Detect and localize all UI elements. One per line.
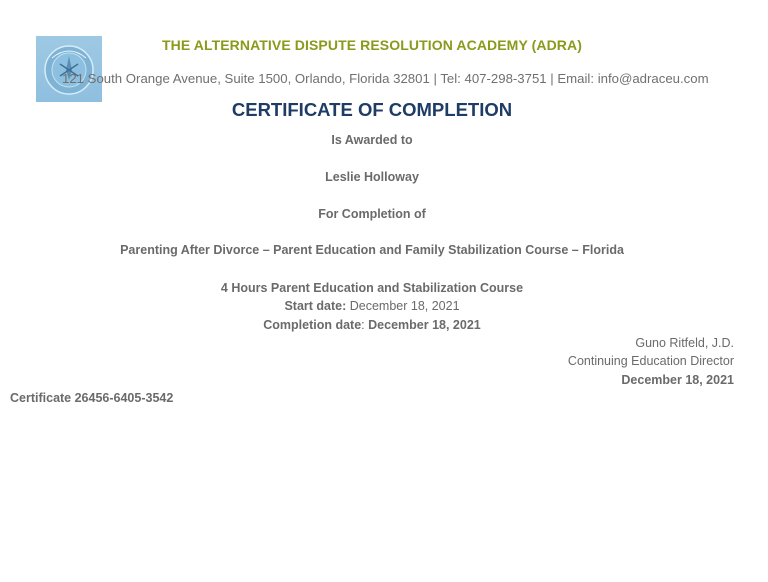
- course-name: Parenting After Divorce – Parent Education and Family Stabilization Course – Florida: [120, 243, 624, 257]
- contact-line: 121 South Orange Avenue, Suite 1500, Orlando, Florida 32801 | Tel: 407-298-3751 | Email: info@adraceu.com: [62, 71, 709, 86]
- start-date-line: [0, 299, 744, 313]
- completion-label: For Completion of: [318, 207, 426, 221]
- signatory-title: Continuing Education Director: [567, 354, 734, 368]
- signatory-name: Guno Ritfeld, J.D.: [635, 336, 734, 350]
- start-date-value: December 18, 2021: [349, 299, 460, 313]
- completion-date-separator: :: [361, 318, 365, 332]
- academy-name: THE ALTERNATIVE DISPUTE RESOLUTION ACADEMY (ADRA): [162, 37, 582, 53]
- signatory-date: December 18, 2021: [621, 373, 734, 387]
- completion-date-label: Completion date: [263, 318, 362, 332]
- recipient-name: Leslie Holloway: [325, 170, 419, 184]
- completion-date-value: December 18, 2021: [368, 318, 481, 332]
- certificate-number: Certificate 26456-6405-3542: [10, 391, 174, 405]
- start-date-label: Start date:: [284, 299, 347, 313]
- completion-date-line: [0, 318, 744, 332]
- certificate-title: CERTIFICATE OF COMPLETION: [231, 99, 513, 120]
- awarded-to-label: Is Awarded to: [331, 133, 413, 147]
- course-hours: 4 Hours Parent Education and Stabilization Course: [220, 281, 524, 295]
